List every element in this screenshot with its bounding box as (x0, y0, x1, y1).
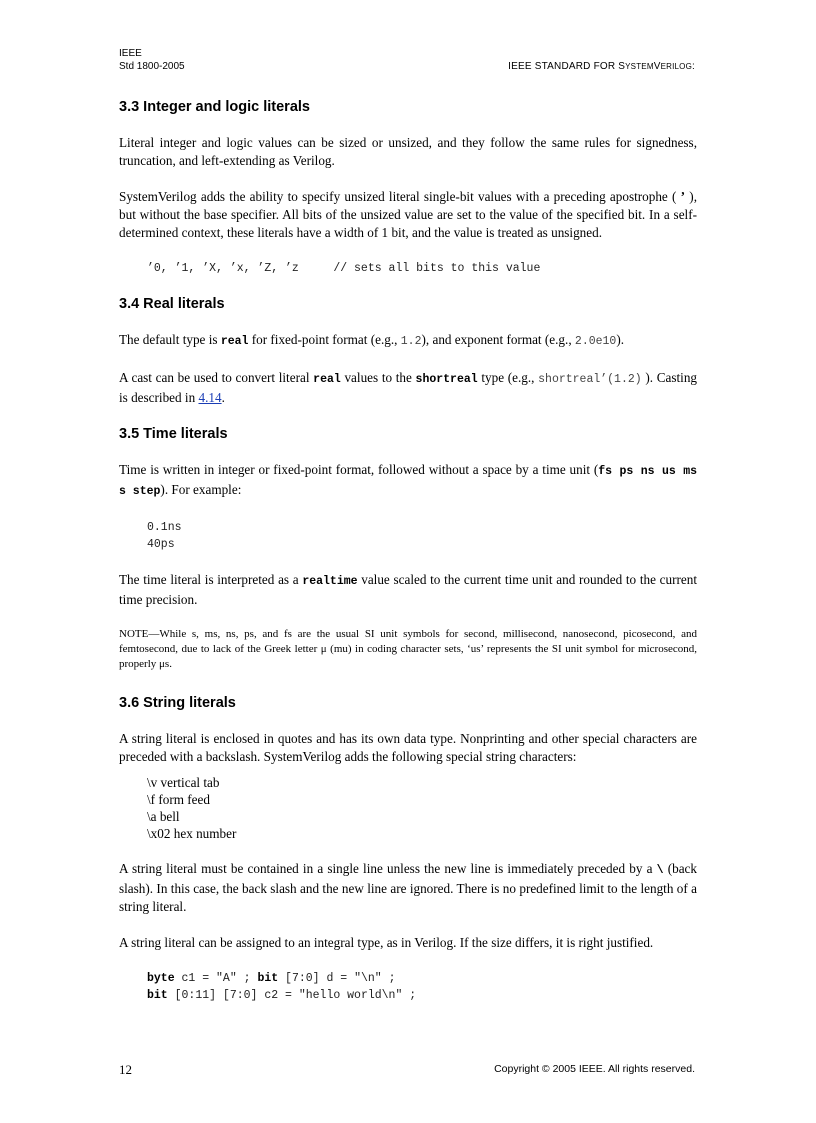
text-run: for fixed-point format (e.g., (248, 332, 401, 347)
keyword-byte: byte (147, 972, 175, 985)
page-body (119, 98, 697, 1022)
keyword-realtime: realtime (302, 575, 358, 588)
code-run: c1 = "A" ; (174, 972, 258, 985)
header-title-prefix: IEEE STANDARD FOR (508, 61, 619, 72)
paragraph-3-6-intro: A string literal is enclosed in quotes and has its own data type. Nonprinting and other special characters are preceded with a backslash. SystemVerilog adds the following special string characters: (119, 731, 697, 764)
paragraph-3-3-apostrophe (119, 188, 697, 242)
header-sc-ystem: YSTEM (625, 62, 654, 71)
running-header-left (119, 47, 185, 73)
code-example-time-literals: 0.1ns 40ps (147, 521, 182, 551)
section-heading-3-6: 3.6 String literals (119, 695, 236, 711)
paragraph-3-3-intro: Literal integer and logic values can be sized or unsized, and they follow the same rules for signedness, truncation, and left-extending as Verilog. (119, 135, 697, 168)
text-run: ), but without the base specifier. All bits of the unsized value are set to the value of the specified bit. In a self-determined context, these literals have a width of 1 bit, and the value is treated as unsigned. (119, 189, 697, 240)
text-run: ). For example: (160, 482, 242, 497)
keyword-bit: bit (147, 989, 168, 1002)
text-run: values to the (340, 370, 416, 385)
paragraph-3-4-cast (119, 369, 697, 407)
example-exponent: 2.0e10 (574, 335, 617, 348)
copyright-notice: Copyright © 2005 IEEE. All rights reserved. (494, 1063, 695, 1075)
example-cast: shortreal’(1.2) (538, 373, 642, 386)
time-unit-keywords: fs ps ns us ms s step (119, 465, 697, 498)
paragraph-3-5-format (119, 461, 697, 501)
list-item: \v vertical tab (147, 775, 220, 790)
section-heading-3-4: 3.4 Real literals (119, 296, 225, 312)
code-run: [7:0] d = "\n" ; (278, 972, 396, 985)
note-si-units: NOTE—While s, ms, ns, ps, and fs are the usual SI unit symbols for second, millisecond, nanosecond, picosecond, and femtosecond, due to lack of the Greek letter μ (mu) in coding character sets, ‘us’ represents the SI unit symbol for microsecond, properly μs. (119, 628, 697, 670)
keyword-real: real (220, 335, 249, 348)
example-fixed-point: 1.2 (400, 335, 422, 348)
header-colon: : (692, 61, 695, 72)
cross-reference-link-4-14[interactable]: 4.14 (198, 390, 222, 405)
header-sc-v: V (653, 61, 661, 72)
paragraph-3-6-single-line (119, 860, 697, 916)
page-number: 12 (119, 1062, 132, 1077)
text-run: ). (616, 332, 625, 347)
text-run: SystemVerilog adds the ability to specify unsized literal single-bit values with a preceding apostrophe ( (119, 189, 681, 204)
text-run: The time literal is interpreted as a (119, 572, 303, 587)
list-item: \f form feed (147, 792, 210, 807)
header-sc-erilog: ERILOG (660, 62, 693, 71)
apostrophe-glyph: ’ (680, 189, 686, 204)
section-heading-3-3: 3.3 Integer and logic literals (119, 99, 310, 115)
text-run: (back slash). In this case, the back slash and the new line are ignored. There is no predefined limit to the length of a string literal. (119, 861, 697, 914)
header-org: IEEE (119, 48, 142, 59)
text-run: value scaled to the current time unit and rounded to the current time precision. (119, 572, 697, 607)
text-run: ), and exponent format (e.g., (421, 332, 575, 347)
paragraph-3-5-realtime (119, 571, 697, 609)
list-item: \x02 hex number (147, 826, 237, 841)
running-header-right (508, 61, 695, 72)
header-std-number: Std 1800-2005 (119, 61, 185, 72)
backslash-glyph: \ (656, 864, 664, 877)
text-run: ). Casting is described in (119, 370, 698, 405)
header-sc-s: S (618, 61, 626, 72)
keyword-shortreal: shortreal (415, 373, 478, 386)
list-item: \a bell (147, 809, 180, 824)
text-run: A string literal must be contained in a single line unless the new line is immediately preceded by a (119, 861, 657, 876)
text-run: The default type is (119, 332, 221, 347)
keyword-real: real (313, 373, 341, 386)
keyword-bit: bit (257, 972, 279, 985)
escape-character-list (147, 774, 697, 842)
code-example-unsized-literals: ’0, ’1, ’X, ’x, ’Z, ’z // sets all bits to this value (147, 262, 541, 275)
paragraph-3-4-default-type (119, 331, 697, 351)
paragraph-3-6-assign: A string literal can be assigned to an integral type, as in Verilog. If the size differs, it is right justified. (119, 935, 654, 950)
text-run: Time is written in integer or fixed-point format, followed without a space by a time unit ( (119, 462, 599, 477)
code-run: [0:11] [7:0] c2 = "hello world\n" ; (167, 989, 417, 1002)
text-run: A cast can be used to convert literal (119, 370, 314, 385)
text-run: type (e.g., (477, 370, 539, 385)
text-run: . (221, 390, 225, 405)
code-example-string-assign (147, 970, 697, 1004)
section-heading-3-5: 3.5 Time literals (119, 426, 228, 442)
